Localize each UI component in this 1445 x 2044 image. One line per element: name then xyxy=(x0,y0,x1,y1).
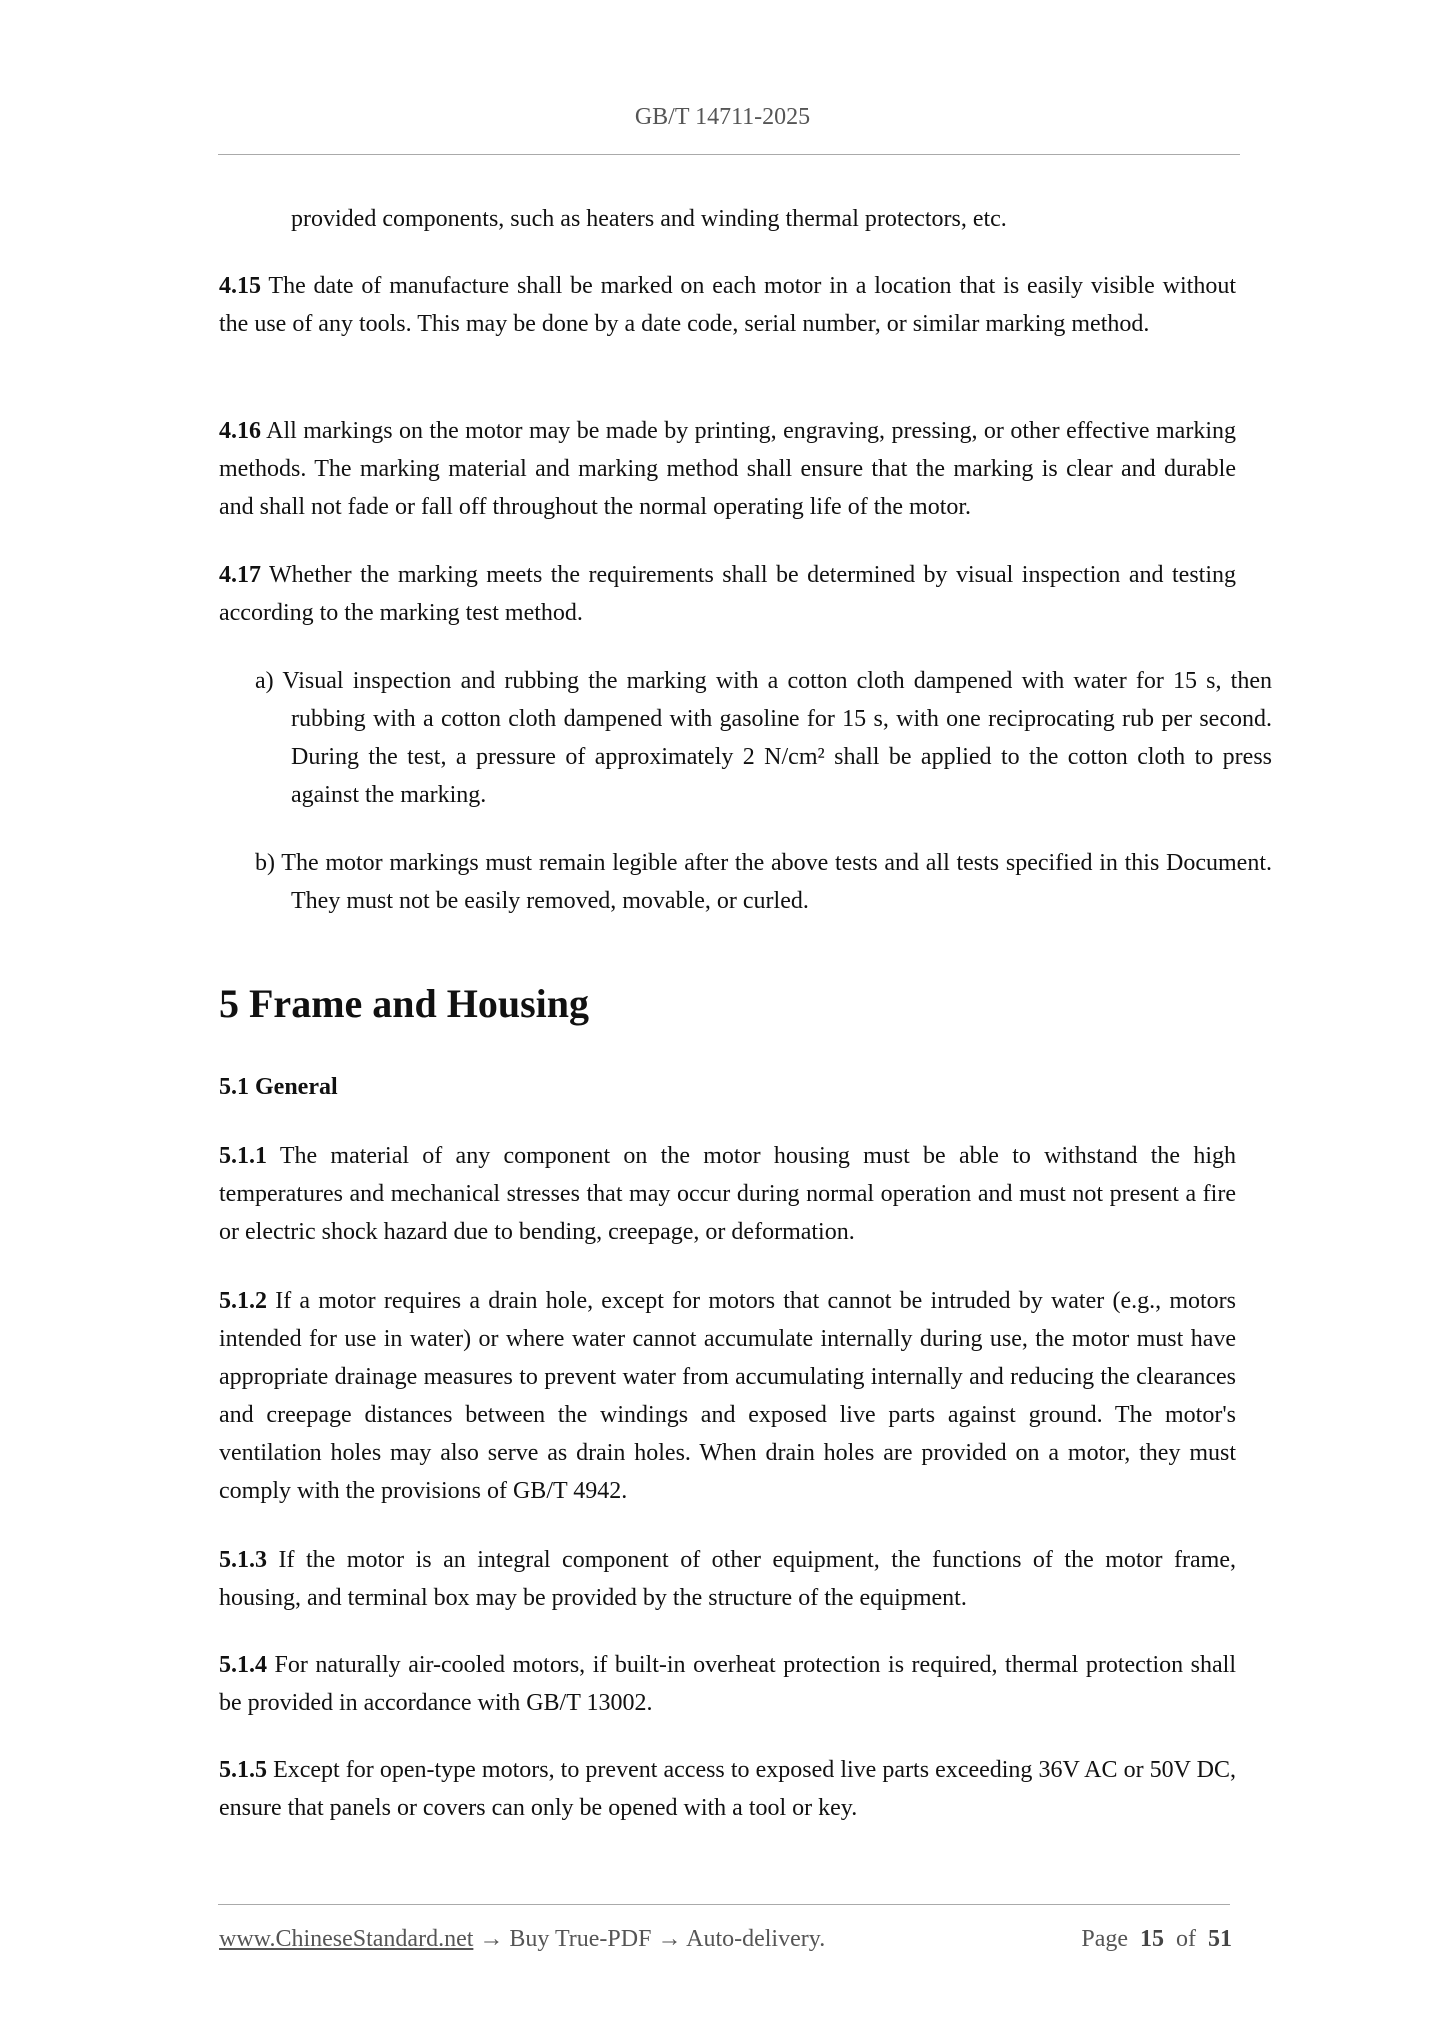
clause-number: 4.17 xyxy=(219,562,261,588)
clause-text: Except for open-type motors, to prevent access to exposed live parts exceeding 36V AC or 50V DC, ensure that panels or covers can only be opened with a tool or key. xyxy=(219,1757,1236,1821)
clause-number: 4.16 xyxy=(219,418,261,444)
page-number xyxy=(1081,1926,1232,1953)
clause-5-1-2 xyxy=(219,1282,1236,1510)
clause-4-15 xyxy=(219,267,1236,343)
subsection-heading: 5.1 General xyxy=(219,1074,338,1100)
clause-5-1-3 xyxy=(219,1541,1236,1617)
clause-5-1-1 xyxy=(219,1137,1236,1251)
clause-number: 5.1.3 xyxy=(219,1547,267,1573)
continuation-text: provided components, such as heaters and winding thermal protectors, etc. xyxy=(291,206,1007,232)
document-header: GB/T 14711-2025 xyxy=(634,104,811,130)
clause-number: 5.1.1 xyxy=(219,1143,267,1169)
footer-divider xyxy=(218,1904,1230,1905)
clause-5-1-5 xyxy=(219,1751,1236,1827)
current-page: 15 xyxy=(1140,1926,1164,1952)
clause-text: If the motor is an integral component of other equipment, the functions of the motor frame, housing, and terminal box may be provided by the structure of the equipment. xyxy=(219,1547,1236,1611)
total-pages: 51 xyxy=(1208,1926,1232,1952)
clause-text: The date of manufacture shall be marked on each motor in a location that is easily visible without the use of any tools. This may be done by a date code, serial number, or similar marking method. xyxy=(219,273,1236,337)
page-label: Page xyxy=(1081,1926,1128,1952)
clause-number: 4.15 xyxy=(219,273,261,299)
list-item-b: b) The motor markings must remain legible after the above tests and all tests specified in this Document. They must not be easily removed, movable, or curled. xyxy=(255,850,1272,914)
clause-text: Whether the marking meets the requirements shall be determined by visual inspection and testing according to the marking test method. xyxy=(219,562,1236,626)
section-heading: 5 Frame and Housing xyxy=(219,981,590,1026)
list-item-a: a) Visual inspection and rubbing the marking with a cotton cloth dampened with water for 15 s, then rubbing with a cotton cloth dampened with gasoline for 15 s, with one reciprocating rub per second. During the test, a pressure of approximately 2 N/cm² shall be applied to the cotton cloth to press against the marking. xyxy=(255,668,1272,808)
clause-number: 5.1.4 xyxy=(219,1652,267,1678)
page-footer xyxy=(219,1926,1232,1953)
clause-4-16 xyxy=(219,412,1236,526)
footer-promo xyxy=(219,1926,825,1953)
clause-text: If a motor requires a drain hole, except for motors that cannot be intruded by water (e.g., motors intended for use in water) or where water cannot accumulate internally during use, the motor must have appropriate drainage measures to prevent water from accumulating internally and reducing the clearances and creepage distances between the windings and exposed live parts against ground. The motor's ventilation holes may also serve as drain holes. When drain holes are provided on a motor, they must comply with the provisions of GB/T 4942. xyxy=(219,1288,1236,1504)
clause-text: For naturally air-cooled motors, if built-in overheat protection is required, thermal protection shall be provided in accordance with GB/T 13002. xyxy=(219,1652,1236,1716)
of-label: of xyxy=(1176,1926,1196,1952)
clause-number: 5.1.5 xyxy=(219,1757,267,1783)
clause-text: The material of any component on the motor housing must be able to withstand the high temperatures and mechanical stresses that may occur during normal operation and must not present a fire or electric shock hazard due to bending, creepage, or deformation. xyxy=(219,1143,1236,1245)
website-link[interactable]: www.ChineseStandard.net xyxy=(219,1926,474,1952)
footer-promo-text: → Buy True-PDF → Auto-delivery. xyxy=(473,1926,826,1952)
clause-5-1-4 xyxy=(219,1646,1236,1722)
clause-4-17 xyxy=(219,556,1236,632)
clause-number: 5.1.2 xyxy=(219,1288,267,1314)
header-divider xyxy=(218,154,1240,155)
clause-text: All markings on the motor may be made by printing, engraving, pressing, or other effective marking methods. The marking material and marking method shall ensure that the marking is clear and durable and shall not fade or fall off throughout the normal operating life of the motor. xyxy=(219,418,1236,520)
